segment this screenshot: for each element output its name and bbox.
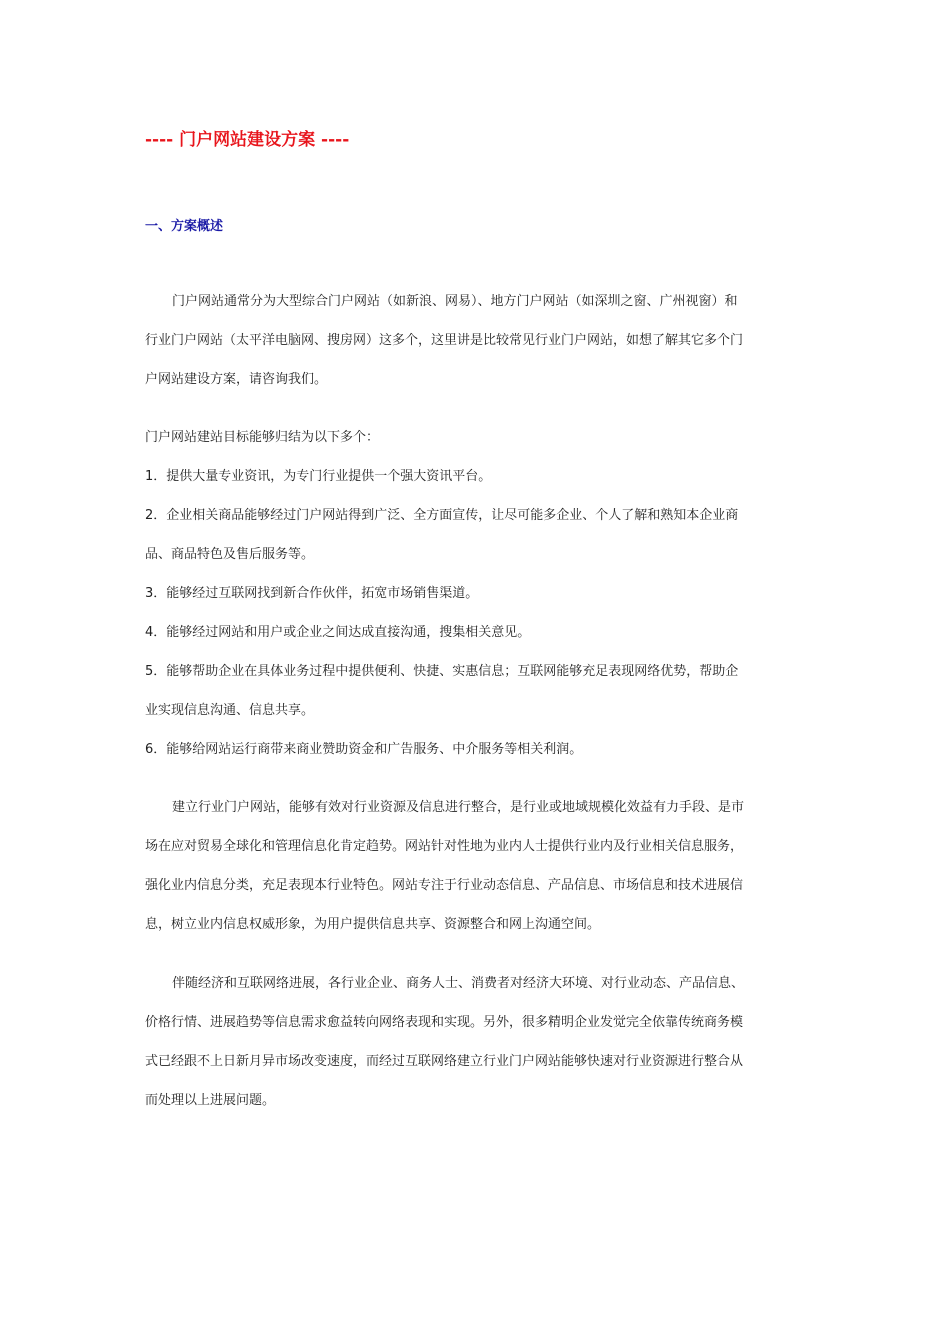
list-item xyxy=(145,613,810,652)
paragraph-line: 建立行业门户网站，能够有效对行业资源及信息进行整合，是行业或地域规模化效益有力手段、是市 xyxy=(172,800,745,815)
paragraph-line: 伴随经济和互联网络进展，各行业企业、商务人士、消费者对经济大环境、对行业动态、产品信息、 xyxy=(172,976,745,991)
list-item-text: ．企业相关商品能够经过门户网站得到广泛、全方面宣传，让尽可能多企业、个人了解和熟知本企业商 xyxy=(153,508,739,523)
list-number: 3 xyxy=(145,586,154,601)
document-title: ---- 门户网站建设方案 ---- xyxy=(145,130,350,150)
list-item-text: ．能够经过互联网找到新合作伙伴，拓宽市场销售渠道。 xyxy=(153,586,479,601)
list-item xyxy=(145,574,810,613)
list-number: 5 xyxy=(145,664,154,679)
body-paragraph xyxy=(145,964,810,1120)
list-item-text: ．能够给网站运行商带来商业赞助资金和广告服务、中介服务等相关利润。 xyxy=(153,742,583,757)
paragraph-line: 强化业内信息分类，充足表现本行业特色。网站专注于行业动态信息、产品信息、市场信息和技术进展信 xyxy=(145,878,744,893)
list-item-text: ．能够帮助企业在具体业务过程中提供便利、快捷、实惠信息；互联网能够充足表现网络优势，帮助企 xyxy=(153,664,739,679)
list-number: 1 xyxy=(145,469,154,484)
body-paragraph xyxy=(145,788,810,944)
goals-lead xyxy=(145,418,810,457)
list-item xyxy=(145,496,810,574)
list-item xyxy=(145,652,810,730)
list-number: 2 xyxy=(145,508,154,523)
paragraph-line: 门户网站通常分为大型综合门户网站（如新浪、网易）、地方门户网站（如深圳之窗、广州视窗）和 xyxy=(172,294,738,309)
section-heading: 一、方案概述 xyxy=(145,219,224,234)
list-item-text: ．能够经过网站和用户或企业之间达成直接沟通，搜集相关意见。 xyxy=(153,625,531,640)
intro-paragraph xyxy=(145,282,810,399)
paragraph-line: 行业门户网站（太平洋电脑网、搜房网）这多个，这里讲是比较常见行业门户网站，如想了解其它多个门 xyxy=(145,333,744,348)
list-item-text: 业实现信息沟通、信息共享。 xyxy=(145,703,315,718)
paragraph-line: 价格行情、进展趋势等信息需求愈益转向网络表现和实现。另外，很多精明企业发觉完全依靠传统商务模 xyxy=(145,1015,744,1030)
paragraph-line: 式已经跟不上日新月异市场改变速度，而经过互联网络建立行业门户网站能够快速对行业资源进行整合从 xyxy=(145,1054,744,1069)
list-item-text: ．提供大量专业资讯，为专门行业提供一个强大资讯平台。 xyxy=(153,469,492,484)
list-item xyxy=(145,730,810,769)
list-number: 4 xyxy=(145,625,154,640)
list-number: 6 xyxy=(145,742,154,757)
paragraph-line: 门户网站建站目标能够归结为以下多个： xyxy=(145,430,380,445)
paragraph-line: 而处理以上进展问题。 xyxy=(145,1093,276,1108)
paragraph-line: 户网站建设方案，请咨询我们。 xyxy=(145,372,328,387)
list-item xyxy=(145,457,810,496)
paragraph-line: 息，树立业内信息权威形象，为用户提供信息共享、资源整合和网上沟通空间。 xyxy=(145,917,601,932)
list-item-text: 品、商品特色及售后服务等。 xyxy=(145,547,315,562)
paragraph-line: 场在应对贸易全球化和管理信息化肯定趋势。网站针对性地为业内人士提供行业内及行业相关信息服务， xyxy=(145,839,744,854)
